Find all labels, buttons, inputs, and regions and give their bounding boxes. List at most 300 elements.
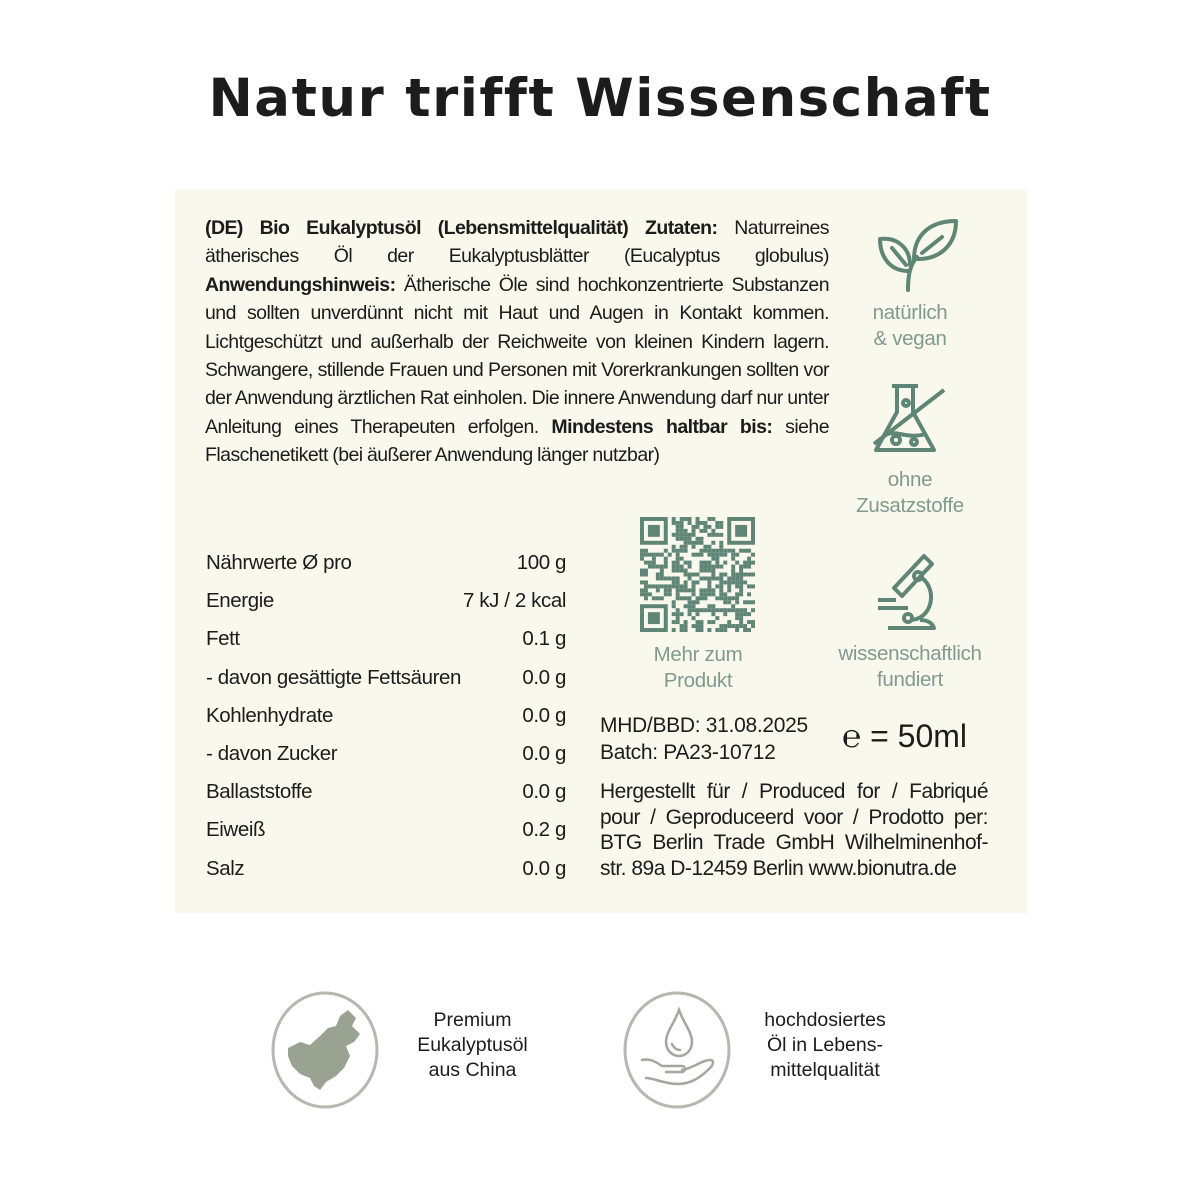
nutrition-label: - davon Zucker <box>206 742 338 765</box>
qr-module <box>696 628 700 632</box>
qr-module <box>688 604 692 608</box>
qr-module <box>707 620 711 624</box>
qr-module <box>644 561 648 565</box>
qr-module <box>696 620 700 624</box>
badge-vegan-label: natürlich & vegan <box>872 301 948 350</box>
qr-module <box>656 584 660 588</box>
qr-module <box>723 553 727 557</box>
nutrition-value: 0.1 g <box>522 627 566 651</box>
qr-module <box>735 608 739 612</box>
qr-module <box>652 557 656 561</box>
qr-module <box>699 624 703 628</box>
qr-module <box>692 580 696 584</box>
qr-module <box>739 549 743 553</box>
qr-module <box>707 608 711 612</box>
qr-module <box>648 592 652 596</box>
qr-module <box>684 517 688 521</box>
qr-module <box>747 620 751 624</box>
qr-module <box>668 576 672 580</box>
qr-module <box>719 573 723 577</box>
qr-module <box>664 549 668 553</box>
qr-module <box>660 573 664 577</box>
qr-label: Mehr zum Produkt <box>653 643 743 692</box>
qr-module <box>707 576 711 580</box>
qr-module <box>680 549 684 553</box>
qr-module <box>715 521 719 525</box>
qr-module <box>668 588 672 592</box>
qr-module <box>680 521 684 525</box>
qr-module <box>668 553 672 557</box>
nutrition-value: 0.0 g <box>522 742 566 765</box>
qr-module <box>707 545 711 549</box>
nutrition-label: Ballaststoffe <box>206 780 313 804</box>
qr-module <box>644 573 648 577</box>
qr-module <box>739 624 743 628</box>
qr-module <box>731 624 735 628</box>
qr-module <box>719 596 723 600</box>
qr-module <box>711 592 715 596</box>
qr-module <box>676 612 680 616</box>
qr-module <box>652 584 656 588</box>
qr-module <box>676 529 680 533</box>
qr-module <box>727 549 731 553</box>
qr-module <box>711 533 715 537</box>
qr-code[interactable] <box>640 517 755 632</box>
qr-module <box>739 580 743 584</box>
qr-module <box>739 592 743 596</box>
qr-module <box>684 624 688 628</box>
qr-module <box>699 565 703 569</box>
qr-module <box>711 553 715 557</box>
qr-module <box>743 628 747 632</box>
qr-module <box>743 565 747 569</box>
flask-no-additives-icon <box>870 382 950 457</box>
qr-module <box>723 573 727 577</box>
qr-module <box>707 584 711 588</box>
qr-module <box>684 541 688 545</box>
qr-module <box>739 576 743 580</box>
qr-module <box>723 608 727 612</box>
qr-module <box>680 584 684 588</box>
qr-module <box>699 561 703 565</box>
qr-module <box>696 525 700 529</box>
qr-module <box>739 565 743 569</box>
qr-module <box>719 553 723 557</box>
qr-module <box>739 584 743 588</box>
qr-module <box>676 588 680 592</box>
qr-module <box>696 624 700 628</box>
qr-module <box>644 580 648 584</box>
qr-module <box>680 533 684 537</box>
qr-module <box>656 588 660 592</box>
qr-module <box>676 580 680 584</box>
qr-module <box>743 600 747 604</box>
qr-module <box>684 580 688 584</box>
qr-module <box>680 569 684 573</box>
qr-module <box>719 545 723 549</box>
qr-module <box>660 576 664 580</box>
qr-module <box>747 612 751 616</box>
qr-module <box>707 588 711 592</box>
qr-module <box>676 525 680 529</box>
qr-module <box>731 573 735 577</box>
qr-module <box>707 569 711 573</box>
qr-module <box>735 576 739 580</box>
qr-module <box>640 569 644 573</box>
qr-module <box>723 549 727 553</box>
qr-module <box>743 580 747 584</box>
qr-module <box>703 576 707 580</box>
qr-module <box>747 573 751 577</box>
qr-module <box>684 561 688 565</box>
qr-module <box>703 525 707 529</box>
qr-module <box>723 612 727 616</box>
batch-text: Batch: PA23-10712 <box>600 741 776 764</box>
qr-module <box>680 612 684 616</box>
qr-module <box>711 517 715 521</box>
qr-module <box>731 580 735 584</box>
qr-module <box>699 553 703 557</box>
qr-module <box>699 596 703 600</box>
qr-module <box>747 600 751 604</box>
qr-module <box>751 600 755 604</box>
qr-module <box>727 608 731 612</box>
qr-module <box>684 604 688 608</box>
qr-module <box>739 612 743 616</box>
qr-module <box>719 580 723 584</box>
usage-label: Anwendungshinweis: <box>205 273 396 296</box>
qr-module <box>747 565 751 569</box>
qr-module <box>715 584 719 588</box>
nutrition-row <box>206 818 566 842</box>
qr-module <box>652 565 656 569</box>
nutrition-label: Salz <box>206 856 245 880</box>
qr-module <box>680 624 684 628</box>
qr-module <box>692 592 696 596</box>
qr-module <box>676 549 680 553</box>
qr-module <box>684 529 688 533</box>
nutrition-row <box>206 666 566 690</box>
qr-module <box>684 573 688 577</box>
nutrition-row <box>206 742 566 766</box>
qr-module <box>707 553 711 557</box>
qr-module <box>688 565 692 569</box>
qr-module <box>727 580 731 584</box>
qr-module <box>688 521 692 525</box>
qr-module <box>688 576 692 580</box>
nutrition-value: 0.0 g <box>522 665 566 689</box>
nutrition-row <box>206 780 566 804</box>
qr-module <box>723 561 727 565</box>
bbd-label: Mindestens haltbar bis: <box>551 415 773 438</box>
qr-module <box>640 592 644 596</box>
mhd-text: MHD/BBD: 31.08.2025 <box>600 714 808 737</box>
qr-module <box>652 561 656 565</box>
qr-module <box>664 565 668 569</box>
qr-module <box>672 584 676 588</box>
china-map-icon <box>270 990 380 1110</box>
qr-module <box>719 628 723 632</box>
qr-module <box>743 608 747 612</box>
qr-module <box>672 604 676 608</box>
qr-module <box>664 588 668 592</box>
qr-module <box>640 549 644 553</box>
feature-oil-text: hochdosiertes Öl in Lebens- mittelqualität <box>764 1009 886 1081</box>
qr-module <box>743 549 747 553</box>
qr-module <box>696 580 700 584</box>
qr-module <box>735 573 739 577</box>
qr-module <box>684 537 688 541</box>
qr-module <box>699 529 703 533</box>
nutrition-value: 0.0 g <box>522 703 566 727</box>
qr-module <box>644 588 648 592</box>
qr-module <box>711 541 715 545</box>
qr-module <box>676 616 680 620</box>
qr-module <box>739 588 743 592</box>
qr-module <box>743 561 747 565</box>
qr-module <box>735 624 739 628</box>
qr-module <box>680 529 684 533</box>
qr-module <box>676 561 680 565</box>
qr-module <box>656 596 660 600</box>
qr-module <box>688 517 692 521</box>
qr-module <box>719 576 723 580</box>
nutrition-label: Nährwerte Ø pro <box>206 551 352 574</box>
qr-module <box>640 557 644 561</box>
qr-module <box>640 553 644 557</box>
qr-module <box>688 541 692 545</box>
qr-module <box>719 624 723 628</box>
qr-module <box>676 557 680 561</box>
qr-module <box>703 588 707 592</box>
qr-module <box>723 624 727 628</box>
qr-module <box>696 596 700 600</box>
qr-module <box>644 584 648 588</box>
qr-module <box>684 628 688 632</box>
qr-module <box>719 592 723 596</box>
qr-module <box>676 565 680 569</box>
qr-module <box>644 596 648 600</box>
nutrition-value: 100 g <box>516 551 566 574</box>
qr-module <box>707 525 711 529</box>
qr-module <box>644 569 648 573</box>
qr-module <box>747 561 751 565</box>
qr-module <box>731 565 735 569</box>
nutrition-value: 0.0 g <box>522 780 566 804</box>
qr-module <box>699 592 703 596</box>
qr-module <box>684 620 688 624</box>
qr-module <box>699 628 703 632</box>
qr-module <box>699 521 703 525</box>
qr-module <box>751 561 755 565</box>
qr-module <box>692 529 696 533</box>
qr-module <box>692 616 696 620</box>
qr-module <box>676 592 680 596</box>
qr-module <box>692 553 696 557</box>
qr-module <box>715 576 719 580</box>
qr-module <box>747 549 751 553</box>
qr-module <box>640 588 644 592</box>
qr-module <box>731 576 735 580</box>
qr-module <box>696 608 700 612</box>
qr-module <box>644 553 648 557</box>
qr-module <box>684 596 688 600</box>
nutrition-row <box>206 857 566 881</box>
qr-module <box>699 608 703 612</box>
nutrition-value: 0.2 g <box>522 818 566 842</box>
qr-module <box>692 573 696 577</box>
qr-module <box>731 553 735 557</box>
usage-text: Ätherische Öle sind hochkonzentrierte Substanzen und sollten unverdünnt nicht mit Haut und Augen in Kontakt kommen. Lichtgeschützt und außerhalb der Reichweite von kleinen Kindern lagern. Schwangere, stillende Frauen und Personen mit Vorerkrankungen sollten vor der Anwendung ärztlichen Rat einholen. Die innere Anwendung darf nur unter Anleitung eines Therapeuten erfolgen. <box>205 273 829 438</box>
qr-module <box>672 569 676 573</box>
qr-module <box>672 533 676 537</box>
qr-module <box>644 592 648 596</box>
qr-module <box>727 620 731 624</box>
qr-module <box>711 549 715 553</box>
nutrition-label: - davon gesättigte Fettsäuren <box>206 665 462 689</box>
qr-module <box>747 628 751 632</box>
qr-module <box>707 592 711 596</box>
qr-module <box>731 604 735 608</box>
volume-text: ℮ = 50ml <box>842 718 968 754</box>
nutrition-row <box>206 704 566 728</box>
qr-module <box>739 608 743 612</box>
qr-module <box>696 612 700 616</box>
qr-module <box>735 584 739 588</box>
qr-module <box>747 592 751 596</box>
qr-module <box>719 549 723 553</box>
qr-module <box>711 565 715 569</box>
qr-module <box>696 517 700 521</box>
qr-module <box>660 553 664 557</box>
nutrition-value: 0.0 g <box>522 856 566 880</box>
qr-module <box>652 596 656 600</box>
qr-module <box>711 612 715 616</box>
qr-module <box>676 596 680 600</box>
qr-module <box>672 545 676 549</box>
qr-module <box>676 521 680 525</box>
qr-module <box>719 525 723 529</box>
qr-module <box>672 628 676 632</box>
qr-module <box>692 624 696 628</box>
qr-module <box>719 541 723 545</box>
qr-module <box>723 600 727 604</box>
qr-module <box>672 612 676 616</box>
qr-module <box>703 596 707 600</box>
qr-module <box>711 573 715 577</box>
qr-module <box>688 608 692 612</box>
qr-module <box>711 529 715 533</box>
qr-module <box>664 584 668 588</box>
qr-module <box>696 521 700 525</box>
bbd-text: siehe Flaschenetikett (bei äußerer Anwendung länger nutzbar) <box>205 415 829 467</box>
qr-module <box>715 525 719 529</box>
qr-module <box>719 521 723 525</box>
qr-module <box>739 569 743 573</box>
qr-module <box>680 565 684 569</box>
qr-module <box>699 620 703 624</box>
qr-module <box>688 537 692 541</box>
qr-module <box>660 569 664 573</box>
qr-module <box>727 596 731 600</box>
qr-module <box>707 565 711 569</box>
qr-module <box>727 576 731 580</box>
qr-module <box>747 584 751 588</box>
qr-module <box>703 569 707 573</box>
qr-module <box>648 565 652 569</box>
qr-module <box>719 608 723 612</box>
qr-module <box>751 573 755 577</box>
ingredients-text: Naturreines ätherisches Öl der Eukalyptusblätter (Eucalyptus globulus) <box>205 217 830 268</box>
qr-module <box>703 521 707 525</box>
qr-module <box>680 588 684 592</box>
qr-module <box>684 569 688 573</box>
qr-module <box>676 576 680 580</box>
qr-module <box>711 608 715 612</box>
qr-module <box>727 584 731 588</box>
qr-module <box>735 580 739 584</box>
qr-module <box>676 620 680 624</box>
qr-module <box>680 545 684 549</box>
qr-module <box>723 628 727 632</box>
qr-module <box>751 620 755 624</box>
qr-module <box>692 604 696 608</box>
nutrition-row <box>206 627 566 651</box>
qr-module <box>711 557 715 561</box>
qr-module <box>644 549 648 553</box>
qr-module <box>688 596 692 600</box>
qr-module <box>668 584 672 588</box>
qr-module <box>751 624 755 628</box>
manufacturer-text: Hergestellt für / Produced for / Fabriqué pour / Geproduceerd voor / Prodotto per: BTG Berlin Trade GmbH Wilhelminenhof-str. 89a D-12459 Berlin www.bionutra.de <box>600 780 988 880</box>
qr-module <box>711 576 715 580</box>
qr-module <box>684 549 688 553</box>
qr-module <box>680 517 684 521</box>
qr-module <box>715 561 719 565</box>
product-heading: (DE) Bio Eukalyptusöl (Lebensmittelqualität) Zutaten: <box>205 217 718 239</box>
nutrition-label: Energie <box>206 589 274 613</box>
qr-module <box>664 592 668 596</box>
qr-module <box>715 608 719 612</box>
qr-module <box>719 565 723 569</box>
qr-module <box>703 549 707 553</box>
qr-module <box>656 573 660 577</box>
qr-module <box>656 553 660 557</box>
qr-module <box>656 565 660 569</box>
qr-module <box>711 569 715 573</box>
qr-module <box>676 569 680 573</box>
qr-module <box>715 549 719 553</box>
qr-module <box>715 565 719 569</box>
qr-module <box>731 569 735 573</box>
qr-module <box>699 549 703 553</box>
qr-module <box>668 592 672 596</box>
qr-module <box>672 600 676 604</box>
qr-module <box>672 580 676 584</box>
qr-module <box>715 628 719 632</box>
qr-module <box>692 533 696 537</box>
qr-module <box>696 600 700 604</box>
qr-module <box>735 616 739 620</box>
qr-module <box>676 584 680 588</box>
qr-module <box>727 624 731 628</box>
qr-module <box>735 561 739 565</box>
qr-module <box>751 553 755 557</box>
qr-module <box>743 624 747 628</box>
badge-science-label: wissenschaftlich fundiert <box>838 642 982 691</box>
qr-module <box>664 557 668 561</box>
qr-module <box>652 553 656 557</box>
